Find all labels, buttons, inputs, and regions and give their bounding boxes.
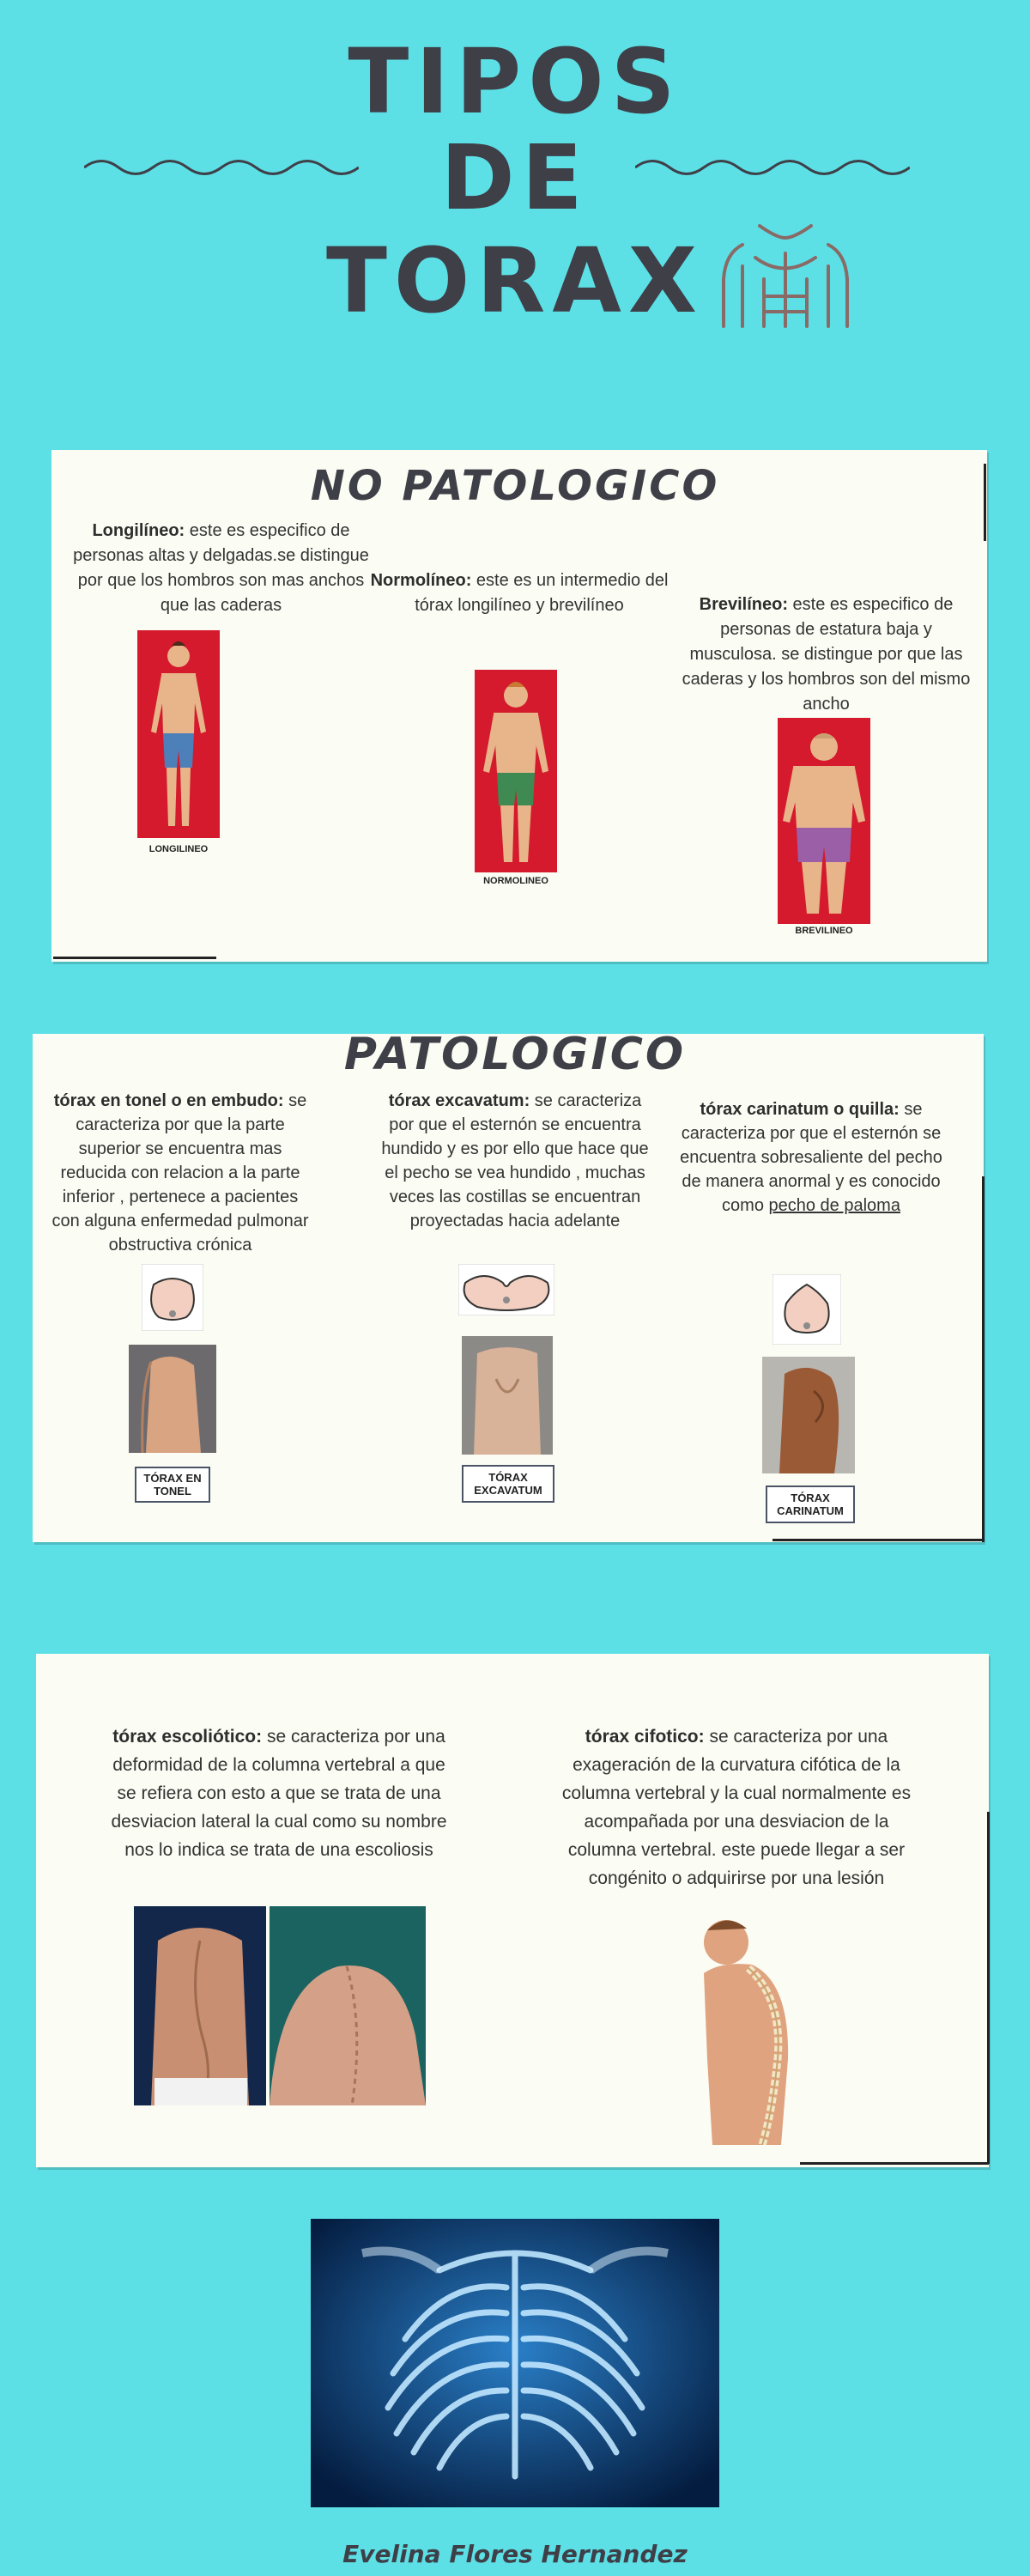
card-edge: [982, 1176, 985, 1542]
escoliosis-bent-photo: [270, 1906, 426, 2105]
tonel-photo: [129, 1345, 216, 1453]
longilineo-figure-image: [137, 630, 220, 838]
card-edge: [772, 1539, 984, 1541]
tonel-description: [47, 1089, 313, 1257]
right-wave-decoration: [635, 155, 910, 180]
excavatum-description: [378, 1089, 652, 1233]
description-text: este es un intermedio del tórax longilíneo y brevilíneo: [415, 571, 669, 615]
tonel-cross-section-icon: [142, 1264, 203, 1331]
term-label: tórax excavatum:: [388, 1091, 530, 1110]
title-line-2: DE: [440, 125, 590, 230]
brevilineo-description: [678, 592, 974, 717]
normolineo-figure-image: [475, 670, 557, 872]
brevilineo-figure-image: [778, 718, 870, 924]
carinatum-description: [678, 1097, 944, 1218]
description-text: se caracteriza por que la parte superior se encuentra mas reducida con relacion a la parte inferior , pertenece a pacientes con alguna enfermedad pulmonar obstructiva crónica: [52, 1091, 309, 1255]
card-edge: [53, 957, 216, 959]
escoliosis-back-photo: [134, 1906, 266, 2105]
cifotico-description: [556, 1722, 917, 1893]
description-text: se caracteriza por que el esternón se encuentra hundido y es por ello que hace que el pecho se vea hundido , muchas veces las costillas se encuentran proyectadas hacia adelante: [381, 1091, 649, 1230]
description-text: se caracteriza por una deformidad de la columna vertebral a que se refiera con esto a que se trata de una desviacion lateral la cual como su nombre nos lo indica se trata de una escoliosis: [111, 1727, 447, 1860]
description-text: este es especifico de personas altas y delgadas.se distingue por que los hombros son mas anchos que las caderas: [73, 521, 369, 615]
pecho-de-paloma-link[interactable]: pecho de paloma: [768, 1196, 900, 1215]
brevilineo-caption: BREVILINEO: [795, 926, 853, 936]
description-text: se caracteriza por que el esternón se encuentra sobresaliente del pecho de manera anormal y es conocido como: [680, 1100, 942, 1215]
term-label: tórax en tonel o en embudo:: [53, 1091, 284, 1110]
longilineo-caption: LONGILINEO: [148, 844, 209, 854]
author-name: Evelina Flores Hernandez: [342, 2540, 688, 2568]
carinatum-photo: [762, 1357, 855, 1473]
description-text: este es especifico de personas de estatura baja y musculosa. se distingue por que las caderas y los hombros son del mismo ancho: [682, 595, 971, 714]
escoliotico-description: [107, 1722, 451, 1864]
description-text: se caracteriza por una exageración de la curvatura cifótica de la columna vertebral y la cual normalmente es acompañada por una desviacion de la columna vertebral. este puede llegar a ser congénito o adquirirse por una lesión: [561, 1727, 912, 1888]
normolineo-caption: NORMOLINEO: [483, 876, 548, 886]
xray-ribcage-image: [311, 2219, 719, 2507]
cifosis-spine-illustration: [670, 1905, 826, 2145]
tonel-label: TÓRAX EN TONEL: [135, 1467, 210, 1503]
term-label: Normolíneo:: [370, 571, 472, 590]
excavatum-cross-section-icon: [458, 1264, 554, 1315]
title-line-3: TORAX: [325, 228, 705, 333]
carinatum-label: TÓRAX CARINATUM: [766, 1485, 855, 1523]
term-label: Brevilíneo:: [699, 595, 788, 614]
left-wave-decoration: [84, 155, 359, 180]
title-line-1: TIPOS: [348, 29, 682, 134]
term-label: tórax cifotico:: [585, 1727, 705, 1747]
term-label: tórax carinatum o quilla:: [700, 1100, 900, 1119]
no-patologico-title: NO PATOLOGICO: [310, 462, 720, 510]
normolineo-description: [369, 568, 670, 618]
card-edge: [800, 2162, 989, 2165]
excavatum-label: TÓRAX EXCAVATUM: [462, 1465, 554, 1503]
term-label: Longilíneo:: [92, 521, 185, 540]
patologico-title: PATOLOGICO: [343, 1029, 687, 1080]
torso-icon: [717, 219, 854, 335]
longilineo-description: [73, 519, 369, 618]
card-edge: [987, 1812, 990, 2164]
term-label: tórax escoliótico:: [112, 1727, 263, 1747]
excavatum-photo: [462, 1336, 553, 1455]
carinatum-cross-section-icon: [772, 1274, 841, 1345]
